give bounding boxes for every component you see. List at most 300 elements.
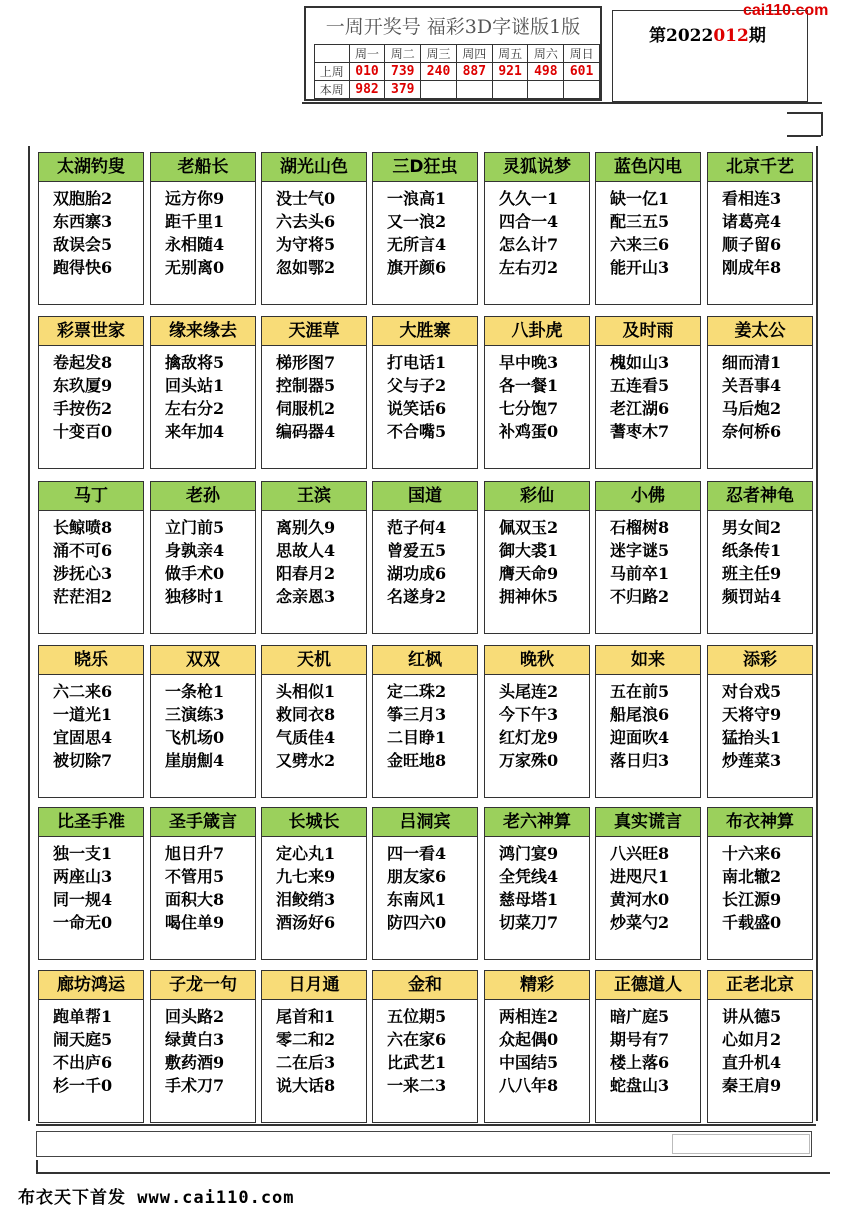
riddle-line: 又一浪2 <box>387 212 447 231</box>
riddle-line: 蓍枣木7 <box>610 422 670 441</box>
riddle-card <box>261 970 367 1123</box>
riddle-card-title: 蓝色闪电 <box>595 152 701 182</box>
riddle-line: 头尾连2 <box>499 682 559 701</box>
riddle-line: 对台戏5 <box>722 682 782 701</box>
riddle-card-title: 长城长 <box>261 807 367 837</box>
draw-number <box>528 81 564 99</box>
riddle-line: 面积大8 <box>165 890 225 909</box>
riddle-line: 远方你9 <box>165 189 225 208</box>
riddle-line: 全凭线4 <box>499 867 559 886</box>
riddle-card-body <box>707 182 813 305</box>
riddle-card <box>38 645 144 798</box>
riddle-line: 刚成年8 <box>722 258 782 277</box>
riddle-line: 左右分2 <box>165 399 225 418</box>
riddle-line: 距千里1 <box>165 212 225 231</box>
riddle-card-body <box>150 837 256 960</box>
riddle-line: 零二和2 <box>276 1030 336 1049</box>
riddle-line: 左右刃2 <box>499 258 559 277</box>
riddle-card <box>261 645 367 798</box>
riddle-line: 直升机4 <box>722 1053 782 1072</box>
riddle-line: 东玖厦9 <box>53 376 113 395</box>
site-watermark-top: cai110.com <box>743 2 829 19</box>
days-row <box>315 45 600 63</box>
riddle-card <box>150 807 256 960</box>
riddle-line: 梯形图7 <box>276 353 336 372</box>
riddle-card-body <box>595 837 701 960</box>
riddle-line: 奈何桥6 <box>722 422 782 441</box>
riddle-card-body <box>150 511 256 634</box>
riddle-card-body <box>372 837 478 960</box>
frame-line <box>36 1172 830 1174</box>
riddle-card <box>707 481 813 634</box>
bottom-border-line <box>36 1124 816 1126</box>
riddle-card <box>372 152 478 305</box>
riddle-line: 酒汤好6 <box>276 913 336 932</box>
riddle-line: 旭日升7 <box>165 844 225 863</box>
riddle-card <box>372 481 478 634</box>
riddle-card-title: 正老北京 <box>707 970 813 1000</box>
issue-number-red: 012 <box>713 26 749 46</box>
day-label: 周六 <box>528 45 564 63</box>
bottom-blank-box <box>672 1134 810 1154</box>
riddle-line: 旗开颜6 <box>387 258 447 277</box>
riddle-line: 飞机场0 <box>165 728 225 747</box>
riddle-card-title: 金和 <box>372 970 478 1000</box>
draw-number: 498 <box>528 63 564 81</box>
footer-credit: 布衣天下首发 www.cai110.com <box>18 1188 295 1208</box>
riddle-card <box>484 970 590 1123</box>
riddle-card <box>150 645 256 798</box>
riddle-card-title: 日月通 <box>261 970 367 1000</box>
riddle-card-body <box>38 675 144 798</box>
riddle-card-body <box>38 182 144 305</box>
riddle-line: 两相连2 <box>499 1007 559 1026</box>
last-week-row <box>315 63 600 81</box>
riddle-line: 气质佳4 <box>276 728 336 747</box>
riddle-card <box>38 316 144 469</box>
riddle-card-body <box>150 182 256 305</box>
riddle-line: 身孰亲4 <box>165 541 225 560</box>
riddle-card <box>372 970 478 1123</box>
riddle-line: 拥神休5 <box>499 587 559 606</box>
riddle-line: 猛抬头1 <box>722 728 782 747</box>
riddle-card-title: 精彩 <box>484 970 590 1000</box>
draw-number <box>492 81 528 99</box>
riddle-card-body <box>484 837 590 960</box>
riddle-line: 筝三月3 <box>387 705 447 724</box>
riddle-line: 念亲恩3 <box>276 587 336 606</box>
riddle-card-title: 真实谎言 <box>595 807 701 837</box>
riddle-line: 补鸡蛋0 <box>499 422 559 441</box>
riddle-line: 马后炮2 <box>722 399 782 418</box>
header-title: 一周开奖号 福彩3D字谜版1版 <box>325 16 581 38</box>
riddle-card-body <box>484 511 590 634</box>
riddle-line: 擒敌将5 <box>165 353 225 372</box>
riddle-line: 跑得快6 <box>53 258 113 277</box>
riddle-line: 没士气0 <box>276 189 336 208</box>
riddle-line: 八兴旺8 <box>610 844 670 863</box>
riddle-card-title: 老六神算 <box>484 807 590 837</box>
riddle-card-title: 晓乐 <box>38 645 144 675</box>
riddle-card-title: 缘来缘去 <box>150 316 256 346</box>
riddle-card-body <box>707 511 813 634</box>
riddle-card <box>707 152 813 305</box>
riddle-line: 七分饱7 <box>499 399 559 418</box>
right-border-line <box>816 146 818 1121</box>
draw-number: 887 <box>456 63 492 81</box>
riddle-card-title: 双双 <box>150 645 256 675</box>
riddle-card-title: 晚秋 <box>484 645 590 675</box>
riddle-card <box>38 807 144 960</box>
riddle-card-body <box>261 837 367 960</box>
riddle-line: 宜固思4 <box>53 728 113 747</box>
riddle-line: 防四六0 <box>387 913 447 932</box>
frame-line <box>302 102 822 104</box>
riddle-line: 天将守9 <box>722 705 782 724</box>
riddle-line: 一道光1 <box>53 705 113 724</box>
riddle-line: 南北辙2 <box>722 867 782 886</box>
riddle-card-title: 大胜寨 <box>372 316 478 346</box>
riddle-line: 伺服机2 <box>276 399 336 418</box>
riddle-card-title: 彩仙 <box>484 481 590 511</box>
riddle-card-body <box>261 511 367 634</box>
riddle-line: 九七来9 <box>276 867 336 886</box>
riddle-card-title: 廊坊鸿运 <box>38 970 144 1000</box>
riddle-card <box>261 481 367 634</box>
draw-number: 601 <box>564 63 600 81</box>
riddle-card <box>261 316 367 469</box>
riddle-line: 楼上落6 <box>610 1053 670 1072</box>
riddle-line: 不合嘴5 <box>387 422 447 441</box>
riddle-card-body <box>707 675 813 798</box>
riddle-card-title: 彩票世家 <box>38 316 144 346</box>
riddle-line: 救同衣8 <box>276 705 336 724</box>
riddle-line: 崖崩劁4 <box>165 751 225 770</box>
riddle-card <box>372 645 478 798</box>
riddle-line: 期号有7 <box>610 1030 670 1049</box>
riddle-line: 槐如山3 <box>610 353 670 372</box>
riddle-line: 思故人4 <box>276 541 336 560</box>
riddle-card-title: 正德道人 <box>595 970 701 1000</box>
riddle-card-title: 湖光山色 <box>261 152 367 182</box>
riddle-card <box>372 807 478 960</box>
riddle-line: 二在后3 <box>276 1053 336 1072</box>
riddle-card-title: 吕洞宾 <box>372 807 478 837</box>
riddle-line: 早中晚3 <box>499 353 559 372</box>
riddle-card <box>484 807 590 960</box>
riddle-line: 双胞胎2 <box>53 189 113 208</box>
draw-number <box>421 81 457 99</box>
riddle-card-body <box>595 511 701 634</box>
riddle-line: 千载盛0 <box>722 913 782 932</box>
riddle-card-body <box>38 511 144 634</box>
riddle-card <box>38 970 144 1123</box>
riddle-line: 涌不可6 <box>53 541 113 560</box>
riddle-card-body <box>595 346 701 469</box>
draw-number: 240 <box>421 63 457 81</box>
riddle-card-body <box>150 675 256 798</box>
riddle-line: 说笑话6 <box>387 399 447 418</box>
riddle-line: 手术刀7 <box>165 1076 225 1095</box>
riddle-card-body <box>484 346 590 469</box>
riddle-line: 阳春月2 <box>276 564 336 583</box>
riddle-line: 立门前5 <box>165 518 225 537</box>
riddle-card-body <box>595 675 701 798</box>
riddle-line: 永相随4 <box>165 235 225 254</box>
riddle-line: 鸿门宴9 <box>499 844 559 863</box>
riddle-line: 定二珠2 <box>387 682 447 701</box>
riddle-card <box>261 807 367 960</box>
riddle-card <box>707 807 813 960</box>
riddle-card <box>707 316 813 469</box>
riddle-line: 跑单帮1 <box>53 1007 113 1026</box>
riddle-card-body <box>38 346 144 469</box>
riddle-line: 打电话1 <box>387 353 447 372</box>
riddle-line: 久久一1 <box>499 189 559 208</box>
riddle-card-title: 天机 <box>261 645 367 675</box>
riddle-card <box>484 481 590 634</box>
riddle-line: 父与子2 <box>387 376 447 395</box>
riddle-card-title: 太湖钓叟 <box>38 152 144 182</box>
day-label: 周四 <box>456 45 492 63</box>
riddle-card-title: 比圣手准 <box>38 807 144 837</box>
issue-prefix: 第2022 <box>649 26 714 46</box>
riddle-line: 曾爱五5 <box>387 541 447 560</box>
riddle-line: 暗广庭5 <box>610 1007 670 1026</box>
riddle-line: 东南风1 <box>387 890 447 909</box>
riddle-card-body <box>372 182 478 305</box>
riddle-line: 二目睁1 <box>387 728 447 747</box>
riddle-card <box>38 481 144 634</box>
riddle-card <box>484 152 590 305</box>
riddle-card-title: 王滨 <box>261 481 367 511</box>
riddle-line: 五连看5 <box>610 376 670 395</box>
riddle-card <box>372 316 478 469</box>
riddle-line: 编码器4 <box>276 422 336 441</box>
riddle-card-body <box>150 1000 256 1123</box>
draw-results-box <box>304 6 602 101</box>
riddle-line: 一命无0 <box>53 913 113 932</box>
riddle-line: 回头站1 <box>165 376 225 395</box>
riddle-line: 落日归3 <box>610 751 670 770</box>
riddle-card <box>150 481 256 634</box>
riddle-line: 手按伤2 <box>53 399 113 418</box>
riddle-line: 敷药酒9 <box>165 1053 225 1072</box>
riddle-line: 一条枪1 <box>165 682 225 701</box>
riddle-line: 六在家6 <box>387 1030 447 1049</box>
riddle-line: 切菜刀7 <box>499 913 559 932</box>
riddle-card-title: 马丁 <box>38 481 144 511</box>
riddle-line: 诸葛亮4 <box>722 212 782 231</box>
riddle-line: 十变百0 <box>53 422 113 441</box>
riddle-line: 又劈水2 <box>276 751 336 770</box>
riddle-line: 名遂身2 <box>387 587 447 606</box>
riddle-line: 独一支1 <box>53 844 113 863</box>
draw-number: 739 <box>385 63 421 81</box>
riddle-line: 忽如鄂2 <box>276 258 336 277</box>
riddle-line: 缺一亿1 <box>610 189 670 208</box>
riddle-line: 佩双玉2 <box>499 518 559 537</box>
riddle-card-title: 三D狂虫 <box>372 152 478 182</box>
riddle-line: 纸条传1 <box>722 541 782 560</box>
riddle-card-body <box>372 675 478 798</box>
riddle-line: 今下午3 <box>499 705 559 724</box>
riddle-line: 不管用5 <box>165 867 225 886</box>
riddle-card <box>150 316 256 469</box>
riddle-line: 离别久9 <box>276 518 336 537</box>
riddle-card <box>595 481 701 634</box>
riddle-card-body <box>707 346 813 469</box>
riddle-line: 六去头6 <box>276 212 336 231</box>
draw-results-table <box>314 44 600 99</box>
riddle-card-body <box>372 346 478 469</box>
riddle-line: 独移时1 <box>165 587 225 606</box>
riddle-card-title: 老孙 <box>150 481 256 511</box>
issue-box <box>612 10 808 102</box>
riddle-line: 班主任9 <box>722 564 782 583</box>
riddle-card-title: 八卦虎 <box>484 316 590 346</box>
riddle-line: 说大话8 <box>276 1076 336 1095</box>
riddle-line: 朋友家6 <box>387 867 447 886</box>
riddle-line: 讲从德5 <box>722 1007 782 1026</box>
riddle-card-body <box>261 346 367 469</box>
row-label: 本周 <box>315 81 350 99</box>
riddle-card-body <box>595 182 701 305</box>
riddle-card <box>595 970 701 1123</box>
riddle-line: 两座山3 <box>53 867 113 886</box>
corner-cell <box>315 45 350 63</box>
riddle-line: 进咫尺1 <box>610 867 670 886</box>
riddle-card-body <box>372 511 478 634</box>
riddle-line: 迷字谜5 <box>610 541 670 560</box>
frame-line <box>787 135 821 137</box>
riddle-line: 膺天命9 <box>499 564 559 583</box>
riddle-card-body <box>595 1000 701 1123</box>
riddle-card-title: 及时雨 <box>595 316 701 346</box>
riddle-card-body <box>484 675 590 798</box>
riddle-line: 无别离0 <box>165 258 225 277</box>
riddle-line: 五位期5 <box>387 1007 447 1026</box>
riddle-card-body <box>261 182 367 305</box>
riddle-card-body <box>484 1000 590 1123</box>
left-border-line <box>28 146 30 1121</box>
riddle-line: 来年加4 <box>165 422 225 441</box>
riddle-line: 炒莲菜3 <box>722 751 782 770</box>
riddle-card-body <box>484 182 590 305</box>
riddle-line: 蛇盘山3 <box>610 1076 670 1095</box>
riddle-card-body <box>707 1000 813 1123</box>
issue-suffix: 期 <box>748 26 766 46</box>
riddle-line: 御大裘1 <box>499 541 559 560</box>
riddle-line: 众起偶0 <box>499 1030 559 1049</box>
riddle-line: 敌误会5 <box>53 235 113 254</box>
riddle-card-title: 姜太公 <box>707 316 813 346</box>
riddle-line: 十六来6 <box>722 844 782 863</box>
riddle-line: 怎么计7 <box>499 235 559 254</box>
riddle-card-body <box>38 837 144 960</box>
issue-number <box>649 21 766 46</box>
riddle-card <box>595 152 701 305</box>
row-label: 上周 <box>315 63 350 81</box>
riddle-line: 三演练3 <box>165 705 225 724</box>
riddle-line: 头相似1 <box>276 682 336 701</box>
riddle-card-title: 子龙一句 <box>150 970 256 1000</box>
riddle-card-title: 国道 <box>372 481 478 511</box>
riddle-line: 秦王肩9 <box>722 1076 782 1095</box>
riddle-card-body <box>707 837 813 960</box>
riddle-line: 心如月2 <box>722 1030 782 1049</box>
riddle-line: 男女间2 <box>722 518 782 537</box>
riddle-line: 六来三6 <box>610 235 670 254</box>
riddle-line: 涉抚心3 <box>53 564 113 583</box>
riddle-card <box>150 970 256 1123</box>
riddle-line: 控制器5 <box>276 376 336 395</box>
riddle-card-title: 红枫 <box>372 645 478 675</box>
riddle-line: 五在前5 <box>610 682 670 701</box>
riddle-line: 茫茫泪2 <box>53 587 113 606</box>
riddle-card-title: 天涯草 <box>261 316 367 346</box>
riddle-line: 四一看4 <box>387 844 447 863</box>
riddle-line: 八八年8 <box>499 1076 559 1095</box>
draw-number: 921 <box>492 63 528 81</box>
riddle-line: 被切除7 <box>53 751 113 770</box>
riddle-line: 尾首和1 <box>276 1007 336 1026</box>
riddle-line: 万家殊0 <box>499 751 559 770</box>
riddle-card <box>261 152 367 305</box>
riddle-card-body <box>38 1000 144 1123</box>
riddle-card-title: 圣手箴言 <box>150 807 256 837</box>
riddle-card-body <box>150 346 256 469</box>
riddle-line: 配三五5 <box>610 212 670 231</box>
riddle-card-title: 布衣神算 <box>707 807 813 837</box>
frame-line <box>787 112 821 114</box>
riddle-card <box>595 316 701 469</box>
riddle-line: 中国结5 <box>499 1053 559 1072</box>
riddle-line: 频罚站4 <box>722 587 782 606</box>
day-label: 周五 <box>492 45 528 63</box>
riddle-card-title: 小佛 <box>595 481 701 511</box>
riddle-line: 不出庐6 <box>53 1053 113 1072</box>
riddle-line: 一来二3 <box>387 1076 447 1095</box>
draw-number: 379 <box>385 81 421 99</box>
riddle-card-title: 北京千艺 <box>707 152 813 182</box>
day-label: 周日 <box>564 45 600 63</box>
riddle-line: 慈母塔1 <box>499 890 559 909</box>
riddle-line: 四合一4 <box>499 212 559 231</box>
riddle-line: 杉一千0 <box>53 1076 113 1095</box>
riddle-line: 黄河水0 <box>610 890 670 909</box>
riddle-card <box>707 970 813 1123</box>
riddle-card-body <box>261 675 367 798</box>
riddle-line: 回头路2 <box>165 1007 225 1026</box>
draw-number <box>456 81 492 99</box>
riddle-line: 六二来6 <box>53 682 113 701</box>
riddle-card-body <box>372 1000 478 1123</box>
frame-line <box>821 112 823 136</box>
riddle-line: 船尾浪6 <box>610 705 670 724</box>
riddle-line: 看相连3 <box>722 189 782 208</box>
draw-number <box>564 81 600 99</box>
riddle-line: 湖功成6 <box>387 564 447 583</box>
riddle-line: 老江湖6 <box>610 399 670 418</box>
riddle-line: 红灯龙9 <box>499 728 559 747</box>
day-label: 周二 <box>385 45 421 63</box>
riddle-card <box>38 152 144 305</box>
riddle-card <box>595 807 701 960</box>
riddle-line: 炒菜勺2 <box>610 913 670 932</box>
riddle-card <box>484 316 590 469</box>
riddle-card <box>707 645 813 798</box>
